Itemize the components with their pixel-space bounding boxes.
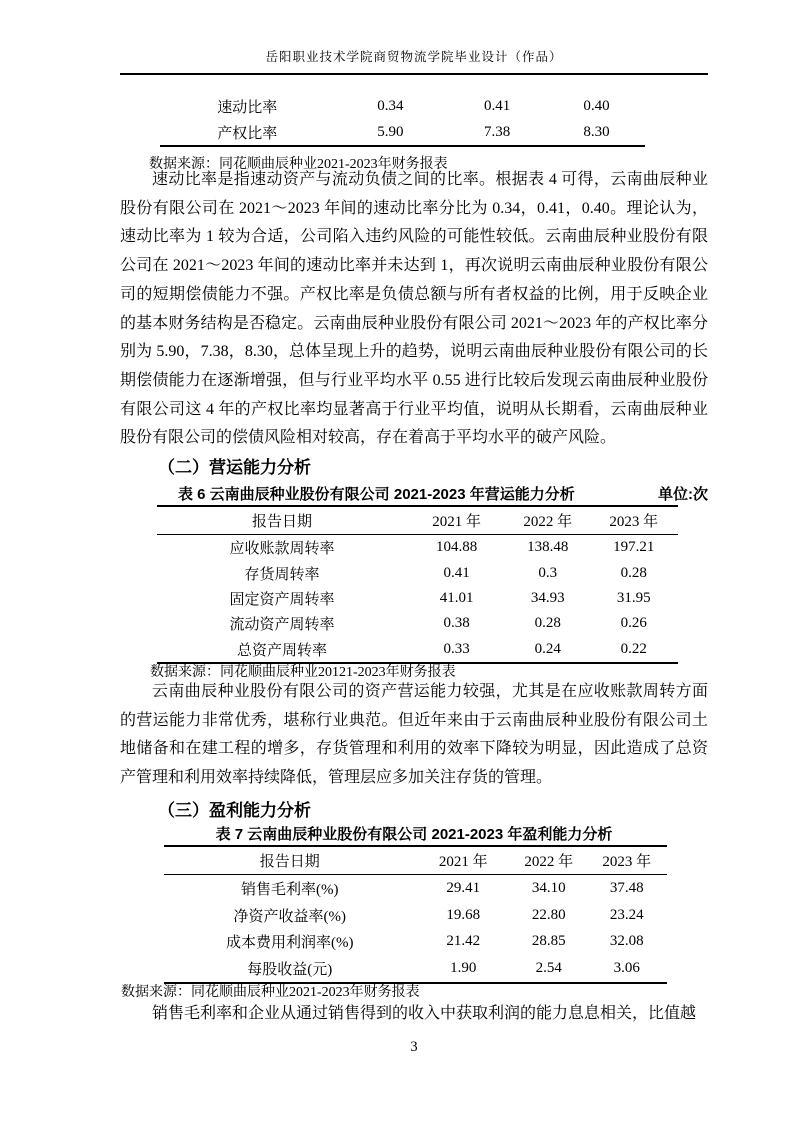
- operating-capacity-table: [157, 505, 678, 664]
- row-label: 总资产周转率: [237, 642, 328, 659]
- table-header-row: [157, 506, 678, 535]
- table-cell: 19.68: [446, 906, 481, 923]
- source-note-2: 数据来源：同花顺曲辰种业20121-2023年财务报表: [150, 665, 456, 680]
- column-header: 2023 年: [589, 506, 678, 535]
- table-cell: 0.22: [620, 640, 647, 657]
- row-label: 成本费用利润率(%): [226, 935, 354, 952]
- column-header: 2022 年: [506, 506, 589, 535]
- table-row: [164, 902, 667, 929]
- table-row: [164, 955, 667, 983]
- body-paragraph-3: 销售毛利率和企业从通过销售得到的收入中获取利润的能力息息相关，比值越: [152, 1005, 697, 1022]
- table-cell: 0.24: [534, 640, 561, 657]
- table-cell: 2.54: [535, 960, 562, 977]
- table-cell: 5.90: [377, 123, 404, 140]
- row-label: 固定资产周转率: [229, 591, 335, 608]
- table-row: [157, 535, 678, 561]
- table-row: [157, 611, 678, 636]
- table-cell: 0.41: [443, 564, 470, 581]
- column-header: 2021 年: [407, 506, 506, 535]
- table-cell: 0.33: [443, 640, 470, 657]
- table-cell: 0.28: [534, 615, 561, 632]
- table-cell: 104.88: [435, 539, 478, 556]
- table-row: [160, 119, 645, 146]
- table-cell: 0.28: [620, 564, 647, 581]
- table-row: [164, 929, 667, 956]
- table-6-title: 表 6 云南曲辰种业股份有限公司 2021-2023 年营运能力分析: [178, 486, 575, 503]
- table-row: [157, 560, 678, 585]
- table-cell: 0.40: [583, 97, 610, 114]
- table-cell: 0.38: [443, 615, 470, 632]
- table-cell: 0.41: [483, 97, 511, 114]
- column-header: 2023 年: [587, 846, 667, 875]
- table-header-row: [164, 846, 667, 875]
- row-label: 净资产收益率(%): [233, 908, 346, 925]
- source-note-3: 数据来源：同花顺曲辰种业2021-2023年财务报表: [121, 985, 420, 1000]
- page-number: 3: [410, 1039, 418, 1055]
- table-cell: 29.41: [446, 879, 481, 896]
- table-cell: 138.48: [527, 539, 569, 556]
- body-paragraph-1: 速动比率是指速动资产与流动负债之间的比率。根据表 4 可得，云南曲辰种业股份有限公司在 2021～2023 年间的速动比率分比为 0.34，0.41，0.40。理论认为，速动比率为 1 较为合适，公司陷入违约风险的可能性较低。云南曲辰种业股份有限公司在 2021～2023 年间的速动比率并未达到 1，再次说明云南曲辰种业股份有限公司的短期偿债能力不强。产权比率是负债总额与所有者权益的比例，用于反映企业的基本财务结构是否稳定。云南曲辰种业股份有限公司 2021～2023 年的产权比率分别为 5.90，7.38，8.30，总体呈现上升的趋势，说明云南曲辰种业股份有限公司的长期偿债能力在逐渐增强，但与行业平均水平 0.55 进行比较后发现云南曲辰种业股份有限公司这 4 年的产权比率均显著高于行业平均值，说明从长期看，云南曲辰种业股份有限公司的偿债风险相对较高，存在着高于平均水平的破产风险。: [120, 171, 708, 447]
- solvency-table-partial: [160, 93, 645, 147]
- table-cell: 1.90: [450, 960, 477, 977]
- row-label: 流动资产周转率: [229, 617, 335, 634]
- section-heading-profit: （三）盈利能力分析: [158, 801, 311, 820]
- table-row: [157, 586, 678, 611]
- table-cell: 31.95: [616, 589, 651, 606]
- column-header: 报告日期: [164, 846, 416, 875]
- table-cell: 23.24: [609, 906, 644, 923]
- table-6-caption-row: [120, 483, 708, 504]
- table-cell: 37.48: [609, 879, 644, 896]
- column-header: 2021 年: [416, 846, 512, 875]
- table-cell: 0.3: [538, 564, 558, 581]
- table-cell: 32.08: [609, 933, 644, 950]
- table-cell: 3.06: [613, 960, 640, 977]
- source-note-1: 数据来源：同花顺曲辰种业2021-2023年财务报表: [149, 157, 448, 172]
- table-row: [160, 93, 645, 119]
- table-cell: 7.38: [483, 123, 511, 140]
- column-header: 报告日期: [157, 506, 407, 535]
- section-heading-operating: （二）营运能力分析: [158, 458, 311, 477]
- table-row: [164, 875, 667, 902]
- table-cell: 34.93: [530, 589, 565, 606]
- table-cell: 22.80: [531, 906, 566, 923]
- row-label: 存货周转率: [244, 566, 320, 583]
- table-cell: 0.26: [620, 615, 647, 632]
- row-label: 每股收益(元): [247, 962, 333, 979]
- table-cell: 34.10: [531, 879, 566, 896]
- table-row: [157, 637, 678, 663]
- row-label: 应收账款周转率: [229, 541, 335, 558]
- row-label: 速动比率: [217, 99, 278, 116]
- column-header: 2022 年: [511, 846, 586, 875]
- table-cell: 21.42: [446, 933, 481, 950]
- table-cell: 197.21: [613, 539, 655, 556]
- running-header-title: 岳阳职业技术学院商贸物流学院毕业设计（作品）: [265, 50, 563, 64]
- row-label: 产权比率: [217, 125, 278, 142]
- row-label: 销售毛利率(%): [241, 881, 339, 898]
- body-paragraph-2: 云南曲辰种业股份有限公司的资产营运能力较强，尤其是在应收账款周转方面的营运能力非常优秀，堪称行业典范。但近年来由于云南曲辰种业股份有限公司土地储备和在建工程的增多，存货管理和利用的效率下降较为明显，因此造成了总资产管理和利用效率持续降低，管理层应多加关注存货的管理。: [120, 683, 708, 787]
- table-cell: 41.01: [439, 589, 474, 606]
- table-cell: 0.34: [377, 97, 404, 114]
- running-header: [120, 47, 708, 75]
- profitability-table: [164, 845, 667, 984]
- table-7-title: 表 7 云南曲辰种业股份有限公司 2021-2023 年盈利能力分析: [215, 826, 613, 843]
- table-6-unit: 单位:次: [658, 486, 708, 503]
- table-cell: 8.30: [583, 123, 610, 140]
- table-cell: 28.85: [531, 933, 566, 950]
